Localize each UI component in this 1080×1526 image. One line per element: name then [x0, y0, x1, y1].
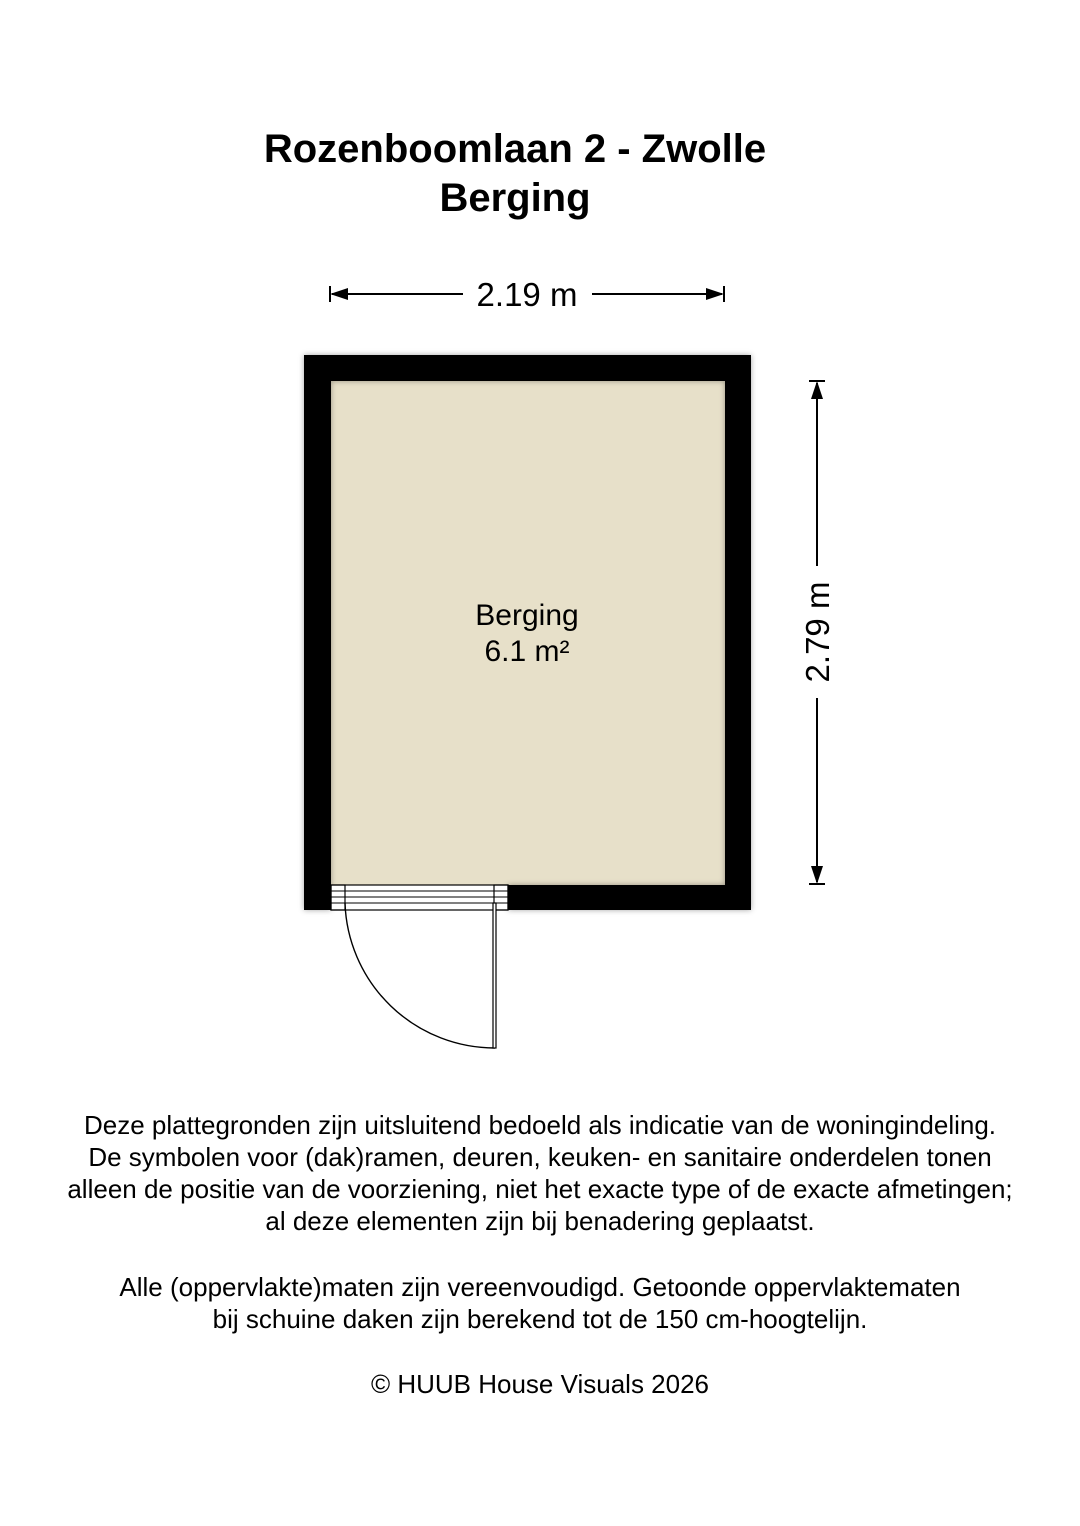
wall-top	[304, 355, 751, 381]
disclaimer-line: al deze elementen zijn bij benadering geplaatst.	[265, 1206, 815, 1236]
height-label: 2.79 m	[799, 581, 836, 683]
disclaimer-paragraph-2	[0, 1271, 1080, 1335]
wall-bottom	[508, 885, 751, 910]
door-leaf	[493, 903, 496, 1048]
disclaimer-line: alleen de positie van de voorziening, niet het exacte type of de exacte afmetingen;	[67, 1174, 1013, 1204]
door-swing-arc	[345, 903, 495, 1048]
wall-left	[304, 355, 331, 910]
room-floor	[331, 381, 725, 885]
disclaimer-line: Deze plattegronden zijn uitsluitend bedoeld als indicatie van de woningindeling.	[83, 1110, 997, 1140]
arrow-down-icon	[811, 866, 823, 884]
disclaimer-line: bij schuine daken zijn berekend tot de 150 cm-hoogtelijn.	[212, 1304, 868, 1334]
width-dimension	[330, 276, 724, 313]
width-label: 2.19 m	[476, 276, 578, 313]
disclaimer-line: De symbolen voor (dak)ramen, deuren, keuken- en sanitaire onderdelen tonen	[88, 1142, 992, 1172]
copyright-notice: © HUUB House Visuals 2026	[370, 1369, 710, 1399]
plan-title: Rozenboomlaan 2 - Zwolle	[263, 127, 767, 171]
disclaimer-line: Alle (oppervlakte)maten zijn vereenvoudigd. Getoonde oppervlaktematen	[119, 1272, 961, 1302]
room-area: 6.1 m²	[484, 635, 570, 668]
arrow-right-icon	[706, 288, 724, 300]
arrow-left-icon	[330, 288, 348, 300]
height-dimension	[799, 381, 836, 884]
arrow-up-icon	[811, 381, 823, 399]
disclaimer-paragraph-1	[0, 1109, 1080, 1237]
wall-right	[725, 355, 751, 910]
room-name: Berging	[475, 599, 579, 632]
plan-subtitle: Berging	[439, 176, 591, 220]
door	[331, 885, 508, 1048]
